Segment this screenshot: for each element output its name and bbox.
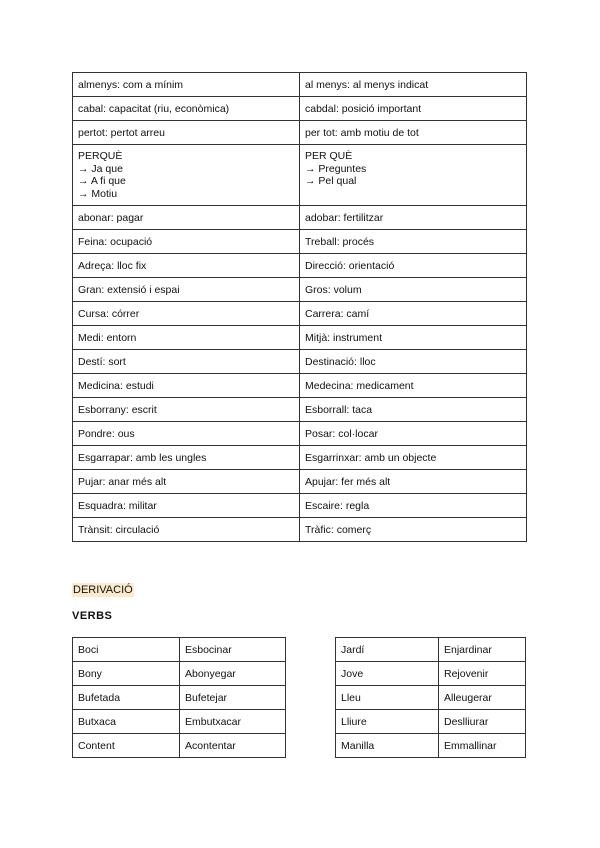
pair-cell-left: almenys: com a mínim [73,73,300,97]
pair-cell-left: Feina: ocupació [73,230,300,254]
table-row [73,145,527,206]
pair-cell-right: Apujar: fer més alt [300,470,527,494]
section-title-derivacio: DERIVACIÓ [73,584,133,596]
pair-cell-left: Gran: extensió i espai [73,278,300,302]
pair-cell-right: Gros: volum [300,278,527,302]
cell-line: → A fi que [78,175,126,187]
pair-cell-right: Carrera: camí [300,302,527,326]
base-word-cell: Bony [73,662,180,686]
pair-cell-left: Adreça: lloc fix [73,254,300,278]
pair-cell-right: al menys: al menys indicat [300,73,527,97]
table-row [73,470,527,494]
table-row [73,350,527,374]
derived-verb-cell: Deslliurar [439,710,526,734]
base-word-cell: Butxaca [73,710,180,734]
cell-line: → Pel qual [305,175,357,187]
table-row [73,518,527,542]
table-row [73,206,527,230]
derived-verb-cell: Enjardinar [439,638,526,662]
table-row [73,254,527,278]
table-row [73,494,527,518]
table-row [336,686,526,710]
pair-cell-right: Mitjà: instrument [300,326,527,350]
base-word-cell: Jardí [336,638,439,662]
verbs-table-left [72,637,286,758]
derived-verb-cell: Emmallinar [439,734,526,758]
pair-cell-right: per tot: amb motiu de tot [300,121,527,145]
derived-verb-cell: Bufetejar [180,686,286,710]
cell-line: → Ja que [78,162,123,175]
cell-line: → Motiu [78,187,118,200]
pair-cell-left: Trànsit: circulació [73,518,300,542]
pair-cell-left [73,145,300,206]
pair-cell-right: cabdal: posició important [300,97,527,121]
base-word-cell: Lleu [336,686,439,710]
table-row [336,734,526,758]
pair-cell-right: Escaire: regla [300,494,527,518]
table-row [73,734,286,758]
pair-cell-right: adobar: fertilitzar [300,206,527,230]
pair-cell-left: Pujar: anar més alt [73,470,300,494]
derived-verb-cell: Alleugerar [439,686,526,710]
cell-line: → Preguntes [305,162,367,175]
pair-cell-right: Medecina: medicament [300,374,527,398]
table-row [73,230,527,254]
pair-cell-right: Treball: procés [300,230,527,254]
pair-cell-left: Cursa: córrer [73,302,300,326]
table-row [73,422,527,446]
derived-verb-cell: Acontentar [180,734,286,758]
derived-verb-cell: Embutxacar [180,710,286,734]
table-row [73,302,527,326]
verbs-table-right [335,637,526,758]
pair-cell-right: Destinació: lloc [300,350,527,374]
pair-cell-right: Esborrall: taca [300,398,527,422]
pair-cell-right: Esgarrinxar: amb un objecte [300,446,527,470]
word-pairs-body [73,73,527,542]
table-row [336,710,526,734]
cell-line: PER QUÈ [305,150,353,162]
cell-line: PERQUÈ [78,150,123,162]
pair-cell-left: pertot: pertot arreu [73,121,300,145]
pair-cell-left: Esgarrapar: amb les ungles [73,446,300,470]
base-word-cell: Content [73,734,180,758]
pair-cell-left: Pondre: ous [73,422,300,446]
pair-cell-left: Medicina: estudi [73,374,300,398]
pair-cell-left: Destí: sort [73,350,300,374]
table-row [73,326,527,350]
pair-cell-right: Direcció: orientació [300,254,527,278]
table-row [73,686,286,710]
word-pairs-table [72,72,527,542]
pair-cell-right [300,145,527,206]
pair-cell-left: Medi: entorn [73,326,300,350]
table-row [73,374,527,398]
table-row [73,446,527,470]
table-row [73,97,527,121]
table-row [73,278,527,302]
table-row [73,398,527,422]
pair-cell-left: Esquadra: militar [73,494,300,518]
table-row [73,121,527,145]
table-row [336,662,526,686]
derived-verb-cell: Abonyegar [180,662,286,686]
pair-cell-left: cabal: capacitat (riu, econòmica) [73,97,300,121]
table-row [73,710,286,734]
base-word-cell: Manilla [336,734,439,758]
base-word-cell: Bufetada [73,686,180,710]
table-row [73,662,286,686]
derived-verb-cell: Esbocinar [180,638,286,662]
base-word-cell: Lliure [336,710,439,734]
pair-cell-left: abonar: pagar [73,206,300,230]
derived-verb-cell: Rejovenir [439,662,526,686]
base-word-cell: Boci [73,638,180,662]
table-row [73,73,527,97]
table-row [73,638,286,662]
pair-cell-left: Esborrany: escrit [73,398,300,422]
table-row [336,638,526,662]
pair-cell-right: Tràfic: comerç [300,518,527,542]
base-word-cell: Jove [336,662,439,686]
pair-cell-right: Posar: col·locar [300,422,527,446]
subsection-title-verbs: VERBS [72,610,113,622]
